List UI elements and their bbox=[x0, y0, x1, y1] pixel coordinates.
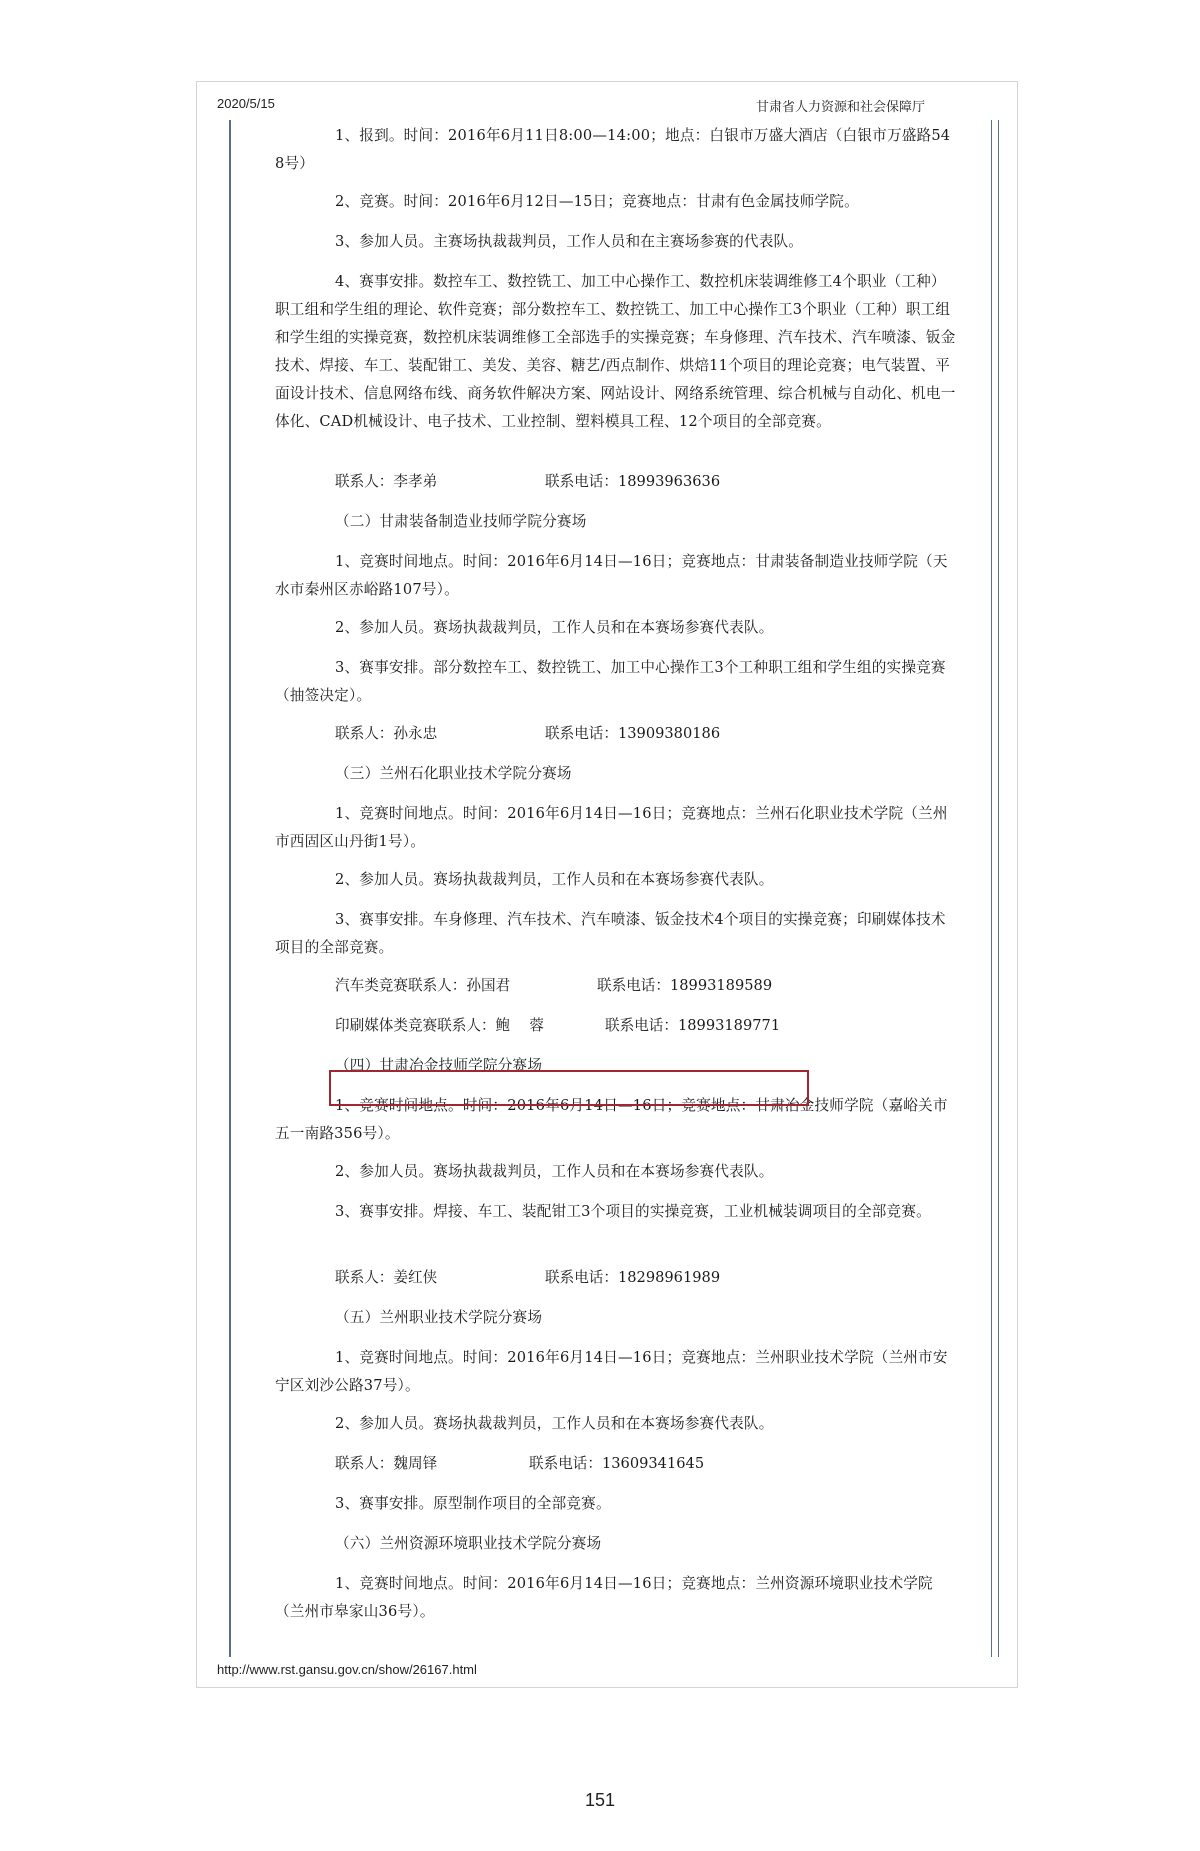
contact-line-5 bbox=[335, 1450, 705, 1478]
contact-phone: 联系电话：18298961989 bbox=[545, 1269, 721, 1286]
page-number: 151 bbox=[584, 1790, 616, 1810]
right-rule-inner bbox=[991, 120, 993, 1657]
contact-person: 印刷媒体类竞赛联系人：鲍 蓉 bbox=[335, 1017, 544, 1034]
section-heading-5: （五）兰州职业技术学院分赛场 bbox=[335, 1309, 543, 1326]
right-rule-outer bbox=[998, 120, 1000, 1657]
header-organization: 甘肃省人力资源和社会保障厅 bbox=[755, 100, 925, 115]
left-rule bbox=[229, 120, 231, 1657]
contact-phone: 联系电话：18993963636 bbox=[545, 473, 721, 490]
footer-url: http://www.rst.gansu.gov.cn/show/26167.html bbox=[217, 1662, 477, 1677]
contact-line-4 bbox=[335, 1264, 721, 1292]
contact-phone: 联系电话：18993189589 bbox=[597, 977, 773, 994]
paragraph-s3-participants: 2、参加人员。赛场执裁裁判员，工作人员和在本赛场参赛代表队。 bbox=[335, 871, 774, 888]
paragraph-s3-time-place: 1、竞赛时间地点。时间：2016年6月14日—16日；竞赛地点：兰州石化职业技术学院（兰州市西固区山丹街1号）。 bbox=[275, 805, 948, 850]
contact-phone: 联系电话：18993189771 bbox=[605, 1017, 781, 1034]
contact-person: 联系人：李孝弟 bbox=[335, 473, 438, 490]
section-heading-4: （四）甘肃冶金技师学院分赛场 bbox=[335, 1057, 543, 1074]
document-page bbox=[196, 81, 1018, 1688]
paragraph-schedule: 4、赛事安排。数控车工、数控铣工、加工中心操作工、数控机床装调维修工4个职业（工种）职工组和学生组的理论、软件竞赛；部分数控车工、数控铣工、加工中心操作工3个职业（工种）职工组和学生组的实操竞赛，数控机床装调维修工全部选手的实操竞赛；车身修理、汽车技术、汽车喷漆、钣金技术、焊接、车工、装配钳工、美发、美容、糖艺/西点制作、烘焙11个项目的理论竞赛；电气装置、平面设计技术、信息网络布线、商务软件解决方案、网站设计、网络系统管理、综合机械与自动化、机电一体化、CAD机械设计、电子技术、工业控制、塑料模具工程、12个项目的全部竞赛。 bbox=[275, 273, 956, 430]
contact-line-1 bbox=[335, 468, 721, 496]
section-heading-3: （三）兰州石化职业技术学院分赛场 bbox=[335, 765, 572, 782]
section-heading-2: （二）甘肃装备制造业技师学院分赛场 bbox=[335, 513, 587, 530]
paragraph-s4-time-place: 1、竞赛时间地点。时间：2016年6月14日—16日；竞赛地点：甘肃冶金技师学院（嘉峪关市五一南路356号）。 bbox=[275, 1097, 948, 1142]
header-date: 2020/5/15 bbox=[217, 96, 275, 111]
contact-phone: 联系电话：13609341645 bbox=[529, 1455, 705, 1472]
paragraph-competition: 2、竞赛。时间：2016年6月12日—15日；竞赛地点：甘肃有色金属技师学院。 bbox=[335, 193, 859, 210]
contact-line-3b bbox=[335, 1012, 781, 1040]
highlight-box bbox=[329, 1070, 809, 1106]
paragraph-s4-participants: 2、参加人员。赛场执裁裁判员，工作人员和在本赛场参赛代表队。 bbox=[335, 1163, 774, 1180]
paragraph-s6-time-place: 1、竞赛时间地点。时间：2016年6月14日—16日；竞赛地点：兰州资源环境职业技术学院（兰州市皋家山36号）。 bbox=[275, 1575, 933, 1620]
paragraph-checkin: 1、报到。时间：2016年6月11日8:00—14:00；地点：白银市万盛大酒店（白银市万盛路548号） bbox=[275, 127, 951, 172]
paragraph-s4-schedule: 3、赛事安排。焊接、车工、装配钳工3个项目的实操竞赛，工业机械装调项目的全部竞赛。 bbox=[335, 1203, 931, 1220]
paragraph-s5-time-place: 1、竞赛时间地点。时间：2016年6月14日—16日；竞赛地点：兰州职业技术学院（兰州市安宁区刘沙公路37号）。 bbox=[275, 1349, 948, 1394]
paragraph-participants: 3、参加人员。主赛场执裁裁判员，工作人员和在主赛场参赛的代表队。 bbox=[335, 233, 804, 250]
paragraph-s3-schedule: 3、赛事安排。车身修理、汽车技术、汽车喷漆、钣金技术4个项目的实操竞赛；印刷媒体技术项目的全部竞赛。 bbox=[275, 911, 946, 956]
contact-person: 汽车类竞赛联系人：孙国君 bbox=[335, 977, 511, 994]
section-heading-6: （六）兰州资源环境职业技术学院分赛场 bbox=[335, 1535, 602, 1552]
paragraph-s2-schedule: 3、赛事安排。部分数控车工、数控铣工、加工中心操作工3个工种职工组和学生组的实操竞赛（抽签决定）。 bbox=[275, 659, 946, 704]
contact-person: 联系人：姜红侠 bbox=[335, 1269, 438, 1286]
paragraph-s5-participants: 2、参加人员。赛场执裁裁判员，工作人员和在本赛场参赛代表队。 bbox=[335, 1415, 774, 1432]
contact-phone: 联系电话：13909380186 bbox=[545, 725, 721, 742]
contact-line-3a bbox=[335, 972, 773, 1000]
contact-line-2 bbox=[335, 720, 721, 748]
contact-person: 联系人：孙永忠 bbox=[335, 725, 438, 742]
paragraph-s5-schedule: 3、赛事安排。原型制作项目的全部竞赛。 bbox=[335, 1495, 611, 1512]
paragraph-s2-participants: 2、参加人员。赛场执裁裁判员，工作人员和在本赛场参赛代表队。 bbox=[335, 619, 774, 636]
contact-person: 联系人：魏周铎 bbox=[335, 1455, 438, 1472]
paragraph-s2-time-place: 1、竞赛时间地点。时间：2016年6月14日—16日；竞赛地点：甘肃装备制造业技师学院（天水市秦州区赤峪路107号）。 bbox=[275, 553, 948, 598]
